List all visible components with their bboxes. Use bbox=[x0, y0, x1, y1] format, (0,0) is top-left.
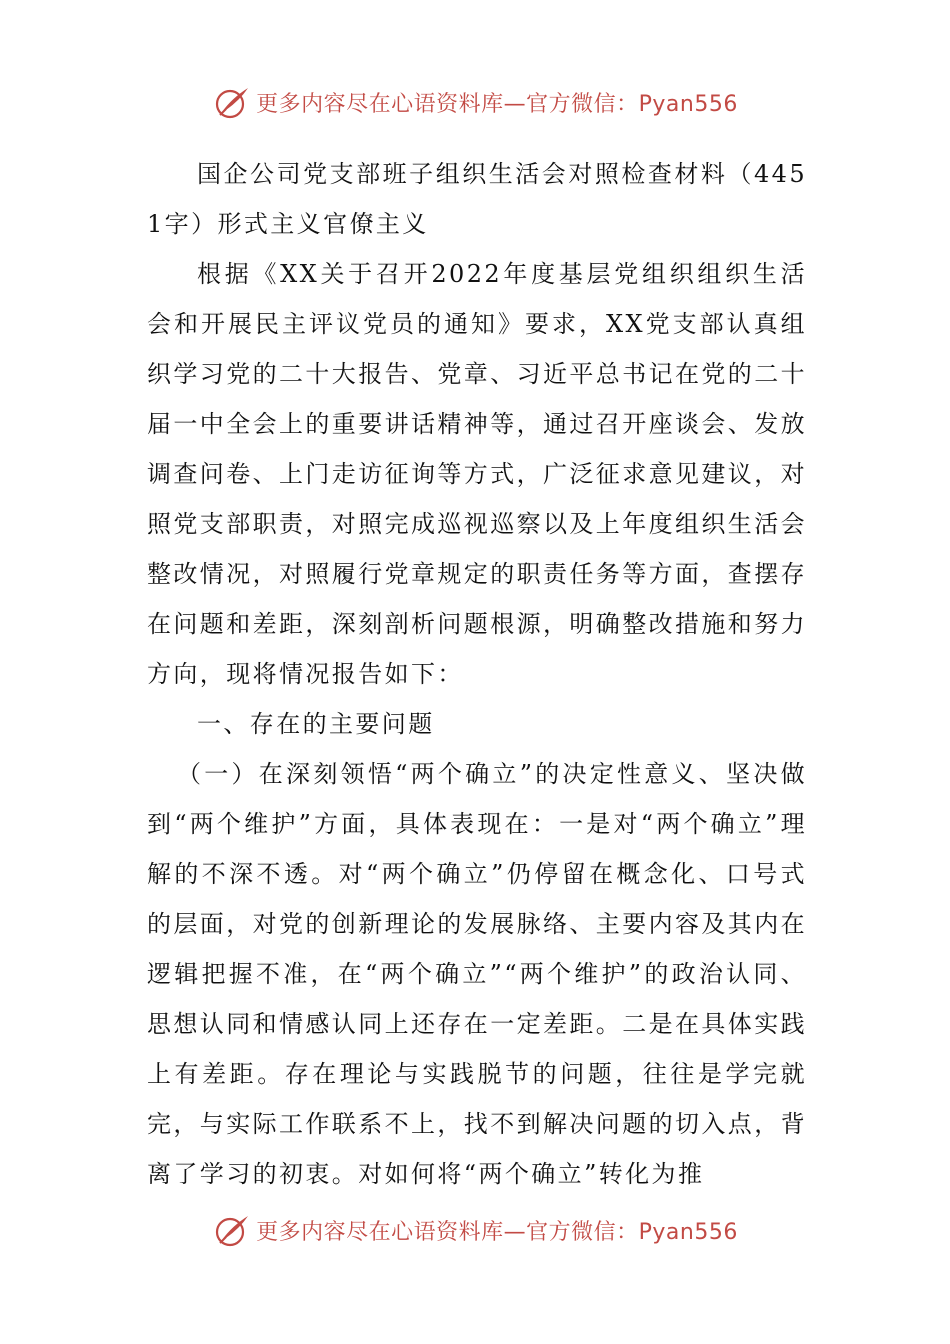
header-watermark-text: 更多内容尽在心语资料库—官方微信：Pyan556 bbox=[256, 91, 738, 117]
intro-paragraph: 根据《XX关于召开2022年度基层党组织组织生活会和开展民主评议党员的通知》要求，XX党支部认真组织学习党的二十大报告、党章、习近平总书记在党的二十届一中全会上的重要讲话精神等，通过召开座谈会、发放调查问卷、上门走访征询等方式，广泛征求意见建议，对照党支部职责，对照完成巡视巡察以及上年度组织生活会整改情况，对照履行党章规定的职责任务等方面，查摆存在问题和差距，深刻剖析问题根源，明确整改措施和努力方向，现将情况报告如下： bbox=[147, 260, 807, 688]
document-title: 国企公司党支部班子组织生活会对照检查材料（4451字）形式主义官僚主义 bbox=[147, 160, 807, 238]
footer-watermark-text: 更多内容尽在心语资料库—官方微信：Pyan556 bbox=[256, 1219, 738, 1245]
quill-logo-icon bbox=[212, 82, 252, 122]
footer-watermark-banner bbox=[0, 1210, 950, 1250]
header-watermark-banner bbox=[0, 82, 950, 122]
document-body bbox=[147, 149, 807, 1199]
section-item-paragraph: （一）在深刻领悟“两个确立”的决定性意义、坚决做到“两个维护”方面，具体表现在：一是对“两个确立”理解的不深不透。对“两个确立”仍停留在概念化、口号式的层面，对党的创新理论的发展脉络、主要内容及其内在逻辑把握不准，在“两个确立”“两个维护”的政治认同、思想认同和情感认同上还存在一定差距。二是在具体实践上有差距。存在理论与实践脱节的问题，往往是学完就完，与实际工作联系不上，找不到解决问题的切入点，背离了学习的初衷。对如何将“两个确立”转化为推 bbox=[147, 760, 807, 1188]
section-heading: 一、存在的主要问题 bbox=[197, 710, 435, 738]
quill-logo-icon bbox=[212, 1210, 252, 1250]
